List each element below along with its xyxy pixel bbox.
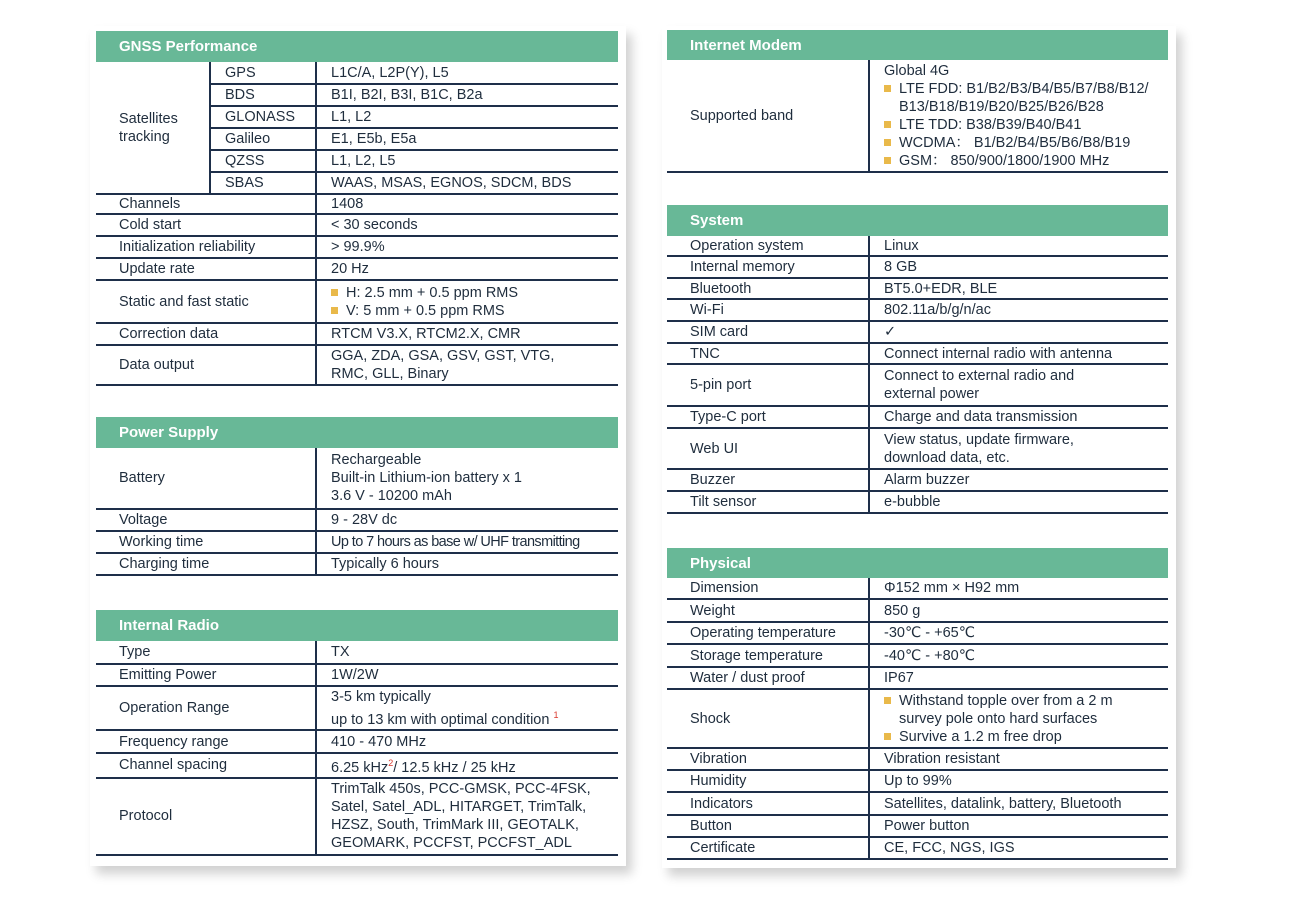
row-value	[869, 689, 1168, 748]
constellation-signals: WAAS, MSAS, EGNOS, SDCM, BDS	[316, 172, 618, 194]
check-icon: ✓	[884, 324, 897, 340]
satellites-tracking-label: Satellites tracking	[96, 62, 210, 194]
table-row	[667, 469, 1168, 491]
row-value: Connect internal radio with antenna	[869, 343, 1168, 364]
footnote-marker: 1	[553, 709, 559, 720]
gnss-section-header	[96, 31, 618, 62]
row-value: Up to 99%	[869, 770, 1168, 792]
table-row	[667, 236, 1168, 256]
table-row	[96, 509, 618, 531]
table-row	[667, 491, 1168, 513]
row-value: 1408	[316, 194, 618, 214]
table-row	[667, 622, 1168, 644]
table-row	[667, 364, 1168, 406]
row-value: CE, FCC, NGS, IGS	[869, 837, 1168, 859]
table-row	[96, 664, 618, 686]
row-value: 8 GB	[869, 256, 1168, 278]
table-row	[667, 578, 1168, 599]
table-row	[667, 792, 1168, 815]
square-bullet-icon	[331, 307, 338, 314]
row-label: Correction data	[96, 323, 316, 345]
row-label: Shock	[667, 689, 869, 748]
row-value: Satellites, datalink, battery, Bluetooth	[869, 792, 1168, 815]
bullet-item: Survive a 1.2 m free drop	[884, 728, 1164, 746]
row-value: Up to 7 hours as base w/ UHF transmitting	[316, 531, 618, 553]
gnss-section-title: GNSS Performance	[119, 38, 258, 55]
square-bullet-icon	[884, 139, 891, 146]
table-row	[667, 428, 1168, 469]
table-row	[96, 753, 618, 778]
square-bullet-icon	[331, 289, 338, 296]
row-value: Linux	[869, 236, 1168, 256]
row-value: 410 - 470 MHz	[316, 730, 618, 753]
row-value: 850 g	[869, 599, 1168, 622]
row-label: Wi-Fi	[667, 299, 869, 321]
row-label: Humidity	[667, 770, 869, 792]
row-label: Charging time	[96, 553, 316, 575]
row-value: TrimTalk 450s, PCC-GMSK, PCC-4FSK, Satel, Satel_ADL, HITARGET, TrimTalk, HZSZ, South, TrimMark III, GEOTALK, GEOMARK, PCCFST, PCCFST_ADL	[316, 778, 618, 855]
table-row	[667, 689, 1168, 748]
bullet-item: WCDMA： B1/B2/B4/B5/B6/B8/B19	[884, 134, 1164, 152]
modem-table	[667, 60, 1168, 173]
table-row	[96, 686, 618, 730]
row-value: > 99.9%	[316, 236, 618, 258]
row-value: Rechargeable Built-in Lithium-ion battery x 1 3.6 V - 10200 mAh	[316, 448, 618, 509]
constellation-name: GLONASS	[210, 106, 316, 128]
square-bullet-icon	[884, 121, 891, 128]
table-row	[96, 280, 618, 323]
row-label: Data output	[96, 345, 316, 385]
row-value: RTCM V3.X, RTCM2.X, CMR	[316, 323, 618, 345]
power-supply-section	[96, 417, 618, 576]
row-label: Operating temperature	[667, 622, 869, 644]
table-row	[96, 62, 618, 84]
radio-table	[96, 641, 618, 856]
system-table	[667, 236, 1168, 514]
bullet-item: Withstand topple over from a 2 m survey pole onto hard surfaces	[884, 692, 1164, 728]
table-row	[96, 448, 618, 509]
row-label: Update rate	[96, 258, 316, 280]
row-label: Storage temperature	[667, 644, 869, 667]
row-label: Button	[667, 815, 869, 837]
row-value: Φ152 mm × H92 mm	[869, 578, 1168, 599]
row-label: Channels	[96, 194, 316, 214]
internal-radio-section	[96, 610, 618, 856]
constellation-name: GPS	[210, 62, 316, 84]
row-label: Cold start	[96, 214, 316, 236]
row-label: Buzzer	[667, 469, 869, 491]
constellation-signals: L1C/A, L2P(Y), L5	[316, 62, 618, 84]
row-label: Indicators	[667, 792, 869, 815]
modem-section-header	[667, 30, 1168, 60]
bullet-item: H: 2.5 mm + 0.5 ppm RMS	[331, 284, 614, 302]
row-label: Initialization reliability	[96, 236, 316, 258]
row-label: Certificate	[667, 837, 869, 859]
radio-section-title: Internal Radio	[119, 617, 220, 634]
row-value: 802.11a/b/g/n/ac	[869, 299, 1168, 321]
constellation-signals: L1, L2, L5	[316, 150, 618, 172]
row-label: Battery	[96, 448, 316, 509]
row-value: 9 - 28V dc	[316, 509, 618, 531]
table-row	[96, 778, 618, 855]
row-label: Supported band	[667, 60, 869, 172]
row-label: Bluetooth	[667, 278, 869, 299]
physical-section-header	[667, 548, 1168, 578]
row-label: Working time	[96, 531, 316, 553]
system-section-header	[667, 205, 1168, 236]
row-label: Weight	[667, 599, 869, 622]
table-row	[96, 345, 618, 385]
row-label: Internal memory	[667, 256, 869, 278]
row-label: Vibration	[667, 748, 869, 770]
row-label: Channel spacing	[96, 753, 316, 778]
constellation-name: QZSS	[210, 150, 316, 172]
table-row	[96, 258, 618, 280]
row-value: -30℃ - +65℃	[869, 622, 1168, 644]
power-section-title: Power Supply	[119, 424, 219, 441]
row-label: Frequency range	[96, 730, 316, 753]
row-value: 3-5 km typically up to 13 km with optimal condition $^1$	[316, 686, 618, 730]
row-label: Operation system	[667, 236, 869, 256]
row-value: < 30 seconds	[316, 214, 618, 236]
internet-modem-section	[667, 30, 1168, 173]
row-value: BT5.0+EDR, BLE	[869, 278, 1168, 299]
table-row	[96, 236, 618, 258]
row-value: TX	[316, 641, 618, 664]
table-row	[667, 748, 1168, 770]
row-value: Power button	[869, 815, 1168, 837]
table-row	[667, 321, 1168, 343]
constellation-name: Galileo	[210, 128, 316, 150]
row-label: Emitting Power	[96, 664, 316, 686]
table-row	[96, 553, 618, 575]
physical-section	[667, 548, 1168, 860]
row-value: View status, update firmware, download data, etc.	[869, 428, 1168, 469]
gnss-table	[96, 62, 618, 386]
table-row	[667, 256, 1168, 278]
system-section-title: System	[690, 212, 744, 229]
gnss-performance-section	[96, 31, 618, 386]
row-label: TNC	[667, 343, 869, 364]
row-value	[869, 321, 1168, 343]
row-value	[316, 280, 618, 323]
bullet-item: V: 5 mm + 0.5 ppm RMS	[331, 302, 614, 320]
row-value: Typically 6 hours	[316, 553, 618, 575]
row-value: Connect to external radio and external power	[869, 364, 1168, 406]
row-label: 5-pin port	[667, 364, 869, 406]
table-row	[96, 531, 618, 553]
row-label: Voltage	[96, 509, 316, 531]
table-row	[667, 278, 1168, 299]
footnote-marker: 2	[388, 758, 394, 768]
table-row	[96, 194, 618, 214]
row-value: Vibration resistant	[869, 748, 1168, 770]
row-label: Tilt sensor	[667, 491, 869, 513]
square-bullet-icon	[884, 85, 891, 92]
system-section	[667, 205, 1168, 514]
table-row	[667, 667, 1168, 689]
row-value: -40℃ - +80℃	[869, 644, 1168, 667]
row-value: Global 4G LTE FDD: B1/B2/B3/B4/B5/B7/B8/B12/ B13/B18/B19/B20/B25/B26/B28 LTE TDD: B38/B39/B40/B41 WCDMA： B1/B2/B4/B5/B6/B8/B19 GSM： 850/900/1800/1900 MHz	[869, 60, 1168, 172]
table-row	[96, 730, 618, 753]
constellation-name: BDS	[210, 84, 316, 106]
constellation-signals: E1, E5b, E5a	[316, 128, 618, 150]
table-row	[667, 644, 1168, 667]
row-value: 1W/2W	[316, 664, 618, 686]
row-label: Protocol	[96, 778, 316, 855]
bullet-item: GSM： 850/900/1800/1900 MHz	[884, 152, 1164, 170]
table-row	[667, 343, 1168, 364]
physical-section-title: Physical	[690, 554, 751, 572]
square-bullet-icon	[884, 157, 891, 164]
table-row	[667, 60, 1168, 172]
table-row	[96, 641, 618, 664]
row-label: Water / dust proof	[667, 667, 869, 689]
square-bullet-icon	[884, 697, 891, 704]
row-label: Static and fast static	[96, 280, 316, 323]
radio-section-header	[96, 610, 618, 641]
row-value: IP67	[869, 667, 1168, 689]
constellation-signals: B1I, B2I, B3I, B1C, B2a	[316, 84, 618, 106]
table-row	[667, 406, 1168, 428]
table-row	[96, 323, 618, 345]
table-row	[667, 770, 1168, 792]
row-label: Operation Range	[96, 686, 316, 730]
row-value: 20 Hz	[316, 258, 618, 280]
modem-section-title: Internet Modem	[690, 36, 802, 54]
row-value: e-bubble	[869, 491, 1168, 513]
power-section-header	[96, 417, 618, 448]
row-label: Type-C port	[667, 406, 869, 428]
row-value: GGA, ZDA, GSA, GSV, GST, VTG, RMC, GLL, Binary	[316, 345, 618, 385]
row-label: Dimension	[667, 578, 869, 599]
table-row	[667, 837, 1168, 859]
constellation-name: SBAS	[210, 172, 316, 194]
table-row	[667, 599, 1168, 622]
row-value: 6.25 kHz$^2$/ 12.5 kHz / 25 kHz	[316, 753, 618, 778]
row-value: Alarm buzzer	[869, 469, 1168, 491]
row-label: Type	[96, 641, 316, 664]
bullet-item: LTE TDD: B38/B39/B40/B41	[884, 116, 1164, 134]
row-value: Charge and data transmission	[869, 406, 1168, 428]
row-label: SIM card	[667, 321, 869, 343]
physical-table	[667, 578, 1168, 860]
table-row	[667, 815, 1168, 837]
power-table	[96, 448, 618, 576]
table-row	[667, 299, 1168, 321]
square-bullet-icon	[884, 733, 891, 740]
table-row	[96, 214, 618, 236]
constellation-signals: L1, L2	[316, 106, 618, 128]
bullet-item: LTE FDD: B1/B2/B3/B4/B5/B7/B8/B12/ B13/B18/B19/B20/B25/B26/B28	[884, 80, 1164, 116]
row-label: Web UI	[667, 428, 869, 469]
